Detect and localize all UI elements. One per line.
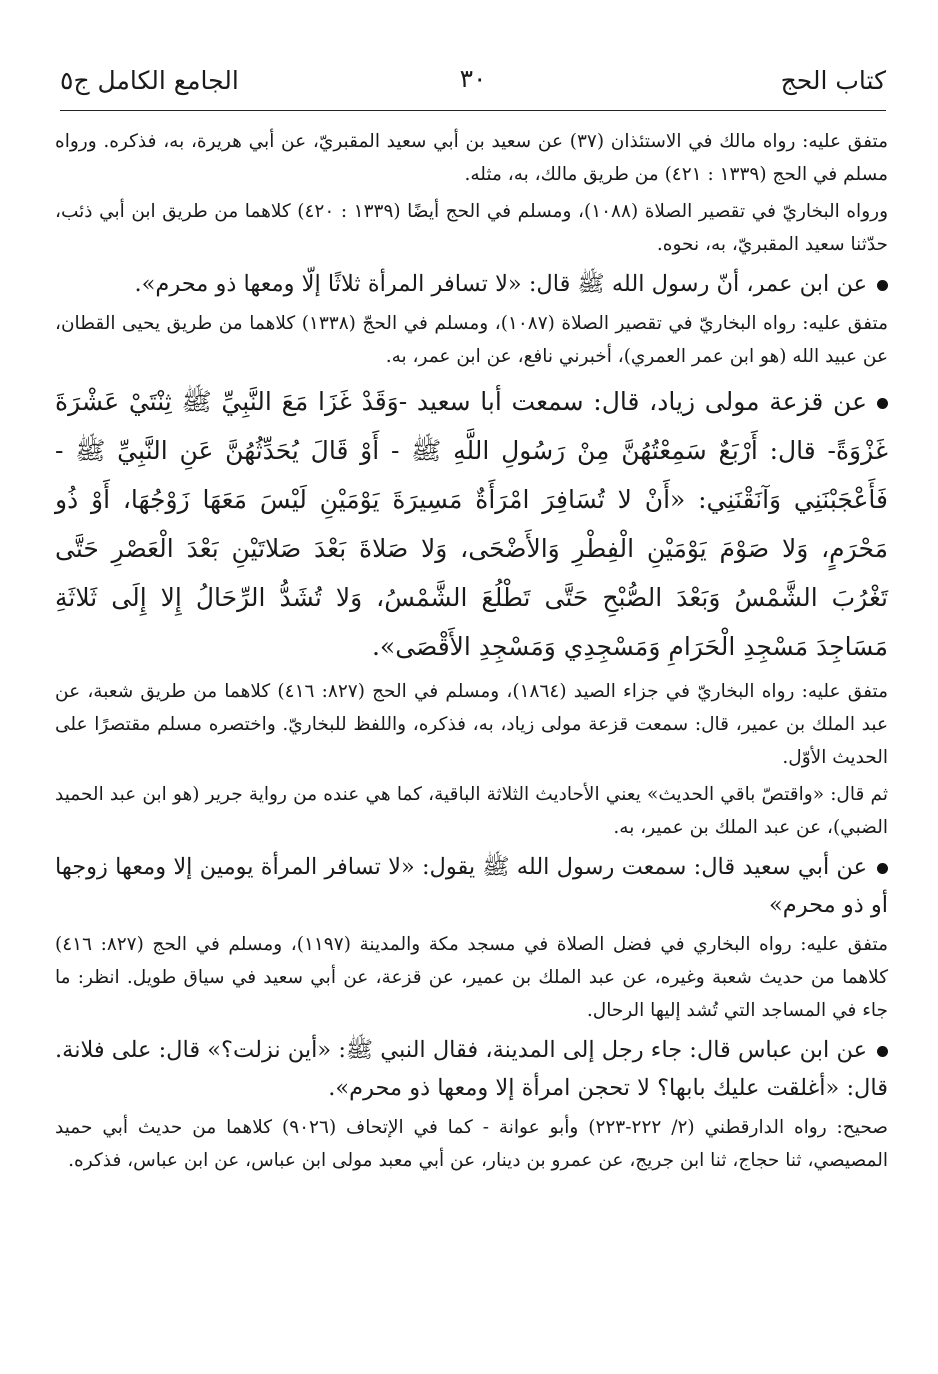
note-text: ورواه البخاريّ في تقصير الصلاة (١٠٨٨)، ومسلم في الحج أيضًا (١٣٣٩ : ٤٢٠) كلاهما من طريق ابن أبي ذئب، حدّثنا سعيد المقبريّ، به، نحوه. bbox=[55, 201, 888, 255]
note-text: متفق عليه: رواه البخاريّ في تقصير الصلاة (١٠٨٧)، ومسلم في الحجّ (١٣٣٨) كلاهما من طريق يحيى القطان، عن عبيد الله (هو ابن عمر العمري)، أخبرني نافع، عن ابن عمر، به. bbox=[55, 313, 889, 367]
note-text: متفق عليه: رواه مالك في الاستئذان (٣٧) عن سعيد بن أبي سعيد المقبريّ، عن أبي هريرة، به، فذكره. ورواه مسلم في الحج (١٣٣٩ : ٤٢١) من طريق مالك، به، مثله. bbox=[55, 131, 888, 185]
takhrij-note bbox=[55, 1111, 888, 1177]
bullet-icon bbox=[877, 398, 888, 409]
bullet-icon bbox=[877, 1046, 888, 1057]
hadith bbox=[55, 1031, 888, 1107]
page-body bbox=[55, 125, 888, 1181]
hadith bbox=[55, 265, 888, 303]
takhrij-note bbox=[55, 778, 888, 844]
note-text: ثم قال: «واقتصّ باقي الحديث» يعني الأحاديث الثلاثة الباقية، كما هي عنده من رواية جرير (هو ابن عبد الحميد الضبي)، عن عبد الملك بن عمير، به. bbox=[55, 784, 888, 838]
bullet-icon bbox=[877, 280, 888, 291]
takhrij-note bbox=[55, 195, 888, 261]
volume-title: الجامع الكامل ج٥ bbox=[60, 66, 239, 95]
book-title: كتاب الحج bbox=[780, 66, 886, 95]
hadith-text: عن قزعة مولى زياد، قال: سمعت أبا سعيد -وَقَدْ غَزَا مَعَ النَّبِيِّ ﷺ ثِنْتَيْ عَشْرَةَ غَزْوَةً- قال: أَرْبَعٌ سَمِعْتُهُنَّ مِنْ رَسُولِ اللَّهِ ﷺ - أَوْ قَالَ يُحَدِّثُهُنَّ عَنِ النَّبِيِّ ﷺ - فَأَعْجَبْنَنِي وَآنَقْنَنِي: «أَنْ لا تُسَافِرَ امْرَأَةٌ مَسِيرَةَ يَوْمَيْنِ لَيْسَ مَعَهَا زَوْجُهَا، أَوْ ذُو مَحْرَمٍ، وَلا صَوْمَ يَوْمَيْنِ الْفِطْرِ وَالأَضْحَى، وَلا صَلاةَ بَعْدَ صَلاتَيْنِ بَعْدَ الْعَصْرِ حَتَّى تَغْرُبَ الشَّمْسُ وَبَعْدَ الصُّبْحِ حَتَّى تَطْلُعَ الشَّمْسُ، وَلا تُشَدُّ الرِّحَالُ إِلا إِلَى ثَلاثَةِ مَسَاجِدَ مَسْجِدِ الْحَرَامِ وَمَسْجِدِي وَمَسْجِدِ الأَقْصَى». bbox=[55, 387, 888, 661]
bullet-icon bbox=[877, 863, 888, 874]
running-header bbox=[60, 58, 886, 104]
note-text: متفق عليه: رواه البخاريّ في جزاء الصيد (١٨٦٤)، ومسلم في الحج (٨٢٧: ٤١٦) كلاهما من طريق شعبة، عن عبد الملك بن عمير، قال: سمعت قزعة مولى زياد، به، فذكره، واللفظ للبخاريّ. واختصره مسلم مقتصرًا على الحديث الأوّل. bbox=[55, 681, 888, 768]
takhrij-note bbox=[55, 125, 888, 191]
hadith-text: عن ابن عباس قال: جاء رجل إلى المدينة، فقال النبي ﷺ: «أين نزلت؟» قال: على فلانة. قال: «أغلقت عليك بابها؟ لا تحجن امرأة إلا ومعها ذو محرم». bbox=[55, 1037, 888, 1101]
hadith bbox=[55, 848, 888, 924]
takhrij-note bbox=[55, 675, 888, 774]
header-divider bbox=[60, 110, 886, 111]
takhrij-note bbox=[55, 307, 888, 373]
hadith-text: عن أبي سعيد قال: سمعت رسول الله ﷺ يقول: «لا تسافر المرأة يومين إلا ومعها زوجها أو ذو محرم» bbox=[55, 854, 888, 918]
hadith bbox=[55, 377, 888, 671]
page-number: ٣٠ bbox=[459, 64, 487, 93]
note-text: متفق عليه: رواه البخاري في فضل الصلاة في مسجد مكة والمدينة (١١٩٧)، ومسلم في الحج (٨٢٧: ٤١٦) كلاهما من حديث شعبة وغيره، عن عبد الملك بن عمير، عن قزعة، عن أبي سعيد في سياق طويل. انظر: ما جاء في المساجد التي تُشد إليها الرحال. bbox=[55, 934, 888, 1021]
note-text: صحيح: رواه الدارقطني (٢/ ٢٢٢-٢٢٣) وأبو عوانة - كما في الإتحاف (٩٠٢٦) كلاهما من حديث أبي حميد المصيصي، ثنا حجاج، ثنا ابن جريج، عن عمرو بن دينار، عن أبي معبد مولى ابن عباس، عن ابن عباس، فذكره. bbox=[55, 1117, 888, 1171]
hadith-text: عن ابن عمر، أنّ رسول الله ﷺ قال: «لا تسافر المرأة ثلاثًا إلّا ومعها ذو محرم». bbox=[134, 271, 867, 297]
takhrij-note bbox=[55, 928, 888, 1027]
